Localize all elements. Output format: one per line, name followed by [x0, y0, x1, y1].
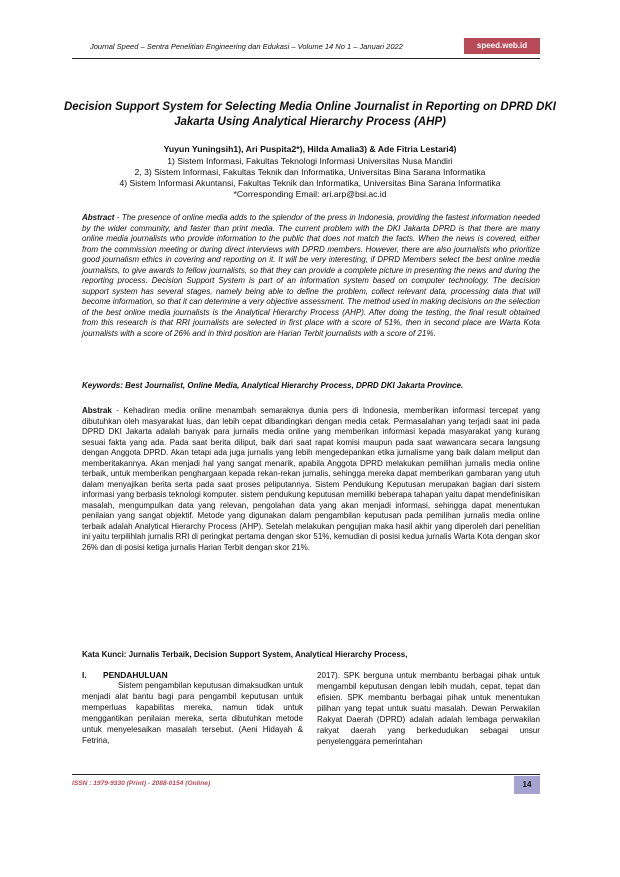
journal-running-title: Journal Speed – Sentra Penelitian Engineering dan Edukasi – Volume 14 No 1 – Januari 2022 — [90, 42, 403, 51]
author-list: Yuyun Yuningsih1), Ari Puspita2*), Hilda Amalia3) & Ade Fitria Lestari4) — [163, 144, 457, 154]
page-header — [72, 38, 540, 59]
keywords-english: Keywords: Best Journalist, Online Media, Analytical Hierarchy Process, DPRD DKI Jakarta Province. — [82, 381, 464, 390]
affiliations — [60, 156, 560, 200]
body-column-right: 2017). SPK berguna untuk membantu berbagai pihak untuk mengambil keputusan dengan lebih mudah, cepat, tepat dan efisien. SPK membantu berbagai pihak untuk menentukan pilihan yang tepat untuk suatu masalah. Dewan Perwakilan Rakyat Daerah (DPRD) adalah adalah lembaga perwakilan rakyat daerah yang berkedudukan sebagai unsur penyelenggara pemerintahan — [317, 671, 540, 746]
abstract-indonesian — [82, 406, 540, 553]
abstract-label: Abstract — [82, 213, 115, 222]
affiliation-3: 4) Sistem Informasi Akuntansi, Fakultas Teknik dan Informatika, Universitas Bina Sarana Informatika — [119, 178, 501, 188]
page-footer — [72, 774, 540, 795]
abstrak-label: Abstrak — [82, 406, 112, 415]
affiliation-1: 1) Sistem Informasi, Fakultas Teknologi Informasi Universitas Nusa Mandiri — [167, 156, 453, 166]
abstract-text: - The presence of online media adds to the splendor of the press in Indonesia, providing the fastest information needed by the wider community, and faster than print media. The current problem with the DKI Jakarta DPRD is that there are many online media journalists who provide information to the public that does not match the facts. When the news is covered, either from the commission meeting or during direct interviews with DPRD members. However, there are also journalists who prioritize good journalism ethics in covering and reporting on it. It will be very interesting, if DPRD Members select the best online media journalists, to give awards to fellow journalists, so that they can provide a complete picture in presenting the news and during the reporting process. Decision Support System is part of an information system based on computer technology. The decision support system has several stages, namely being able to define the problem, collect relevant data, processing data that will become information, so that it can determine a very objective assessment. The method used in making decisions on the selection of the best online media journalists is the Analytical Hierarchy Process (AHP). After doing the testing, the final result obtained from this research is that RRI journalists are selected in first place with a score of 51%, then in second place are Warta Kota journalists with a score of 26% and in third position are Harian Terbit journalists with a score of 21%. — [82, 213, 540, 338]
keywords-indonesian: Kata Kunci: Jurnalis Terbaik, Decision Support System, Analytical Hierarchy Process, — [82, 650, 408, 659]
corresponding-email: *Corresponding Email: ari.arp@bsi.ac.id — [233, 189, 387, 199]
paper-title: Decision Support System for Selecting Media Online Journalist in Reporting on DPRD DKI Jakarta Using Analytical Hierarchy Process (AHP) — [63, 101, 556, 128]
issn-text: ISSN : 1979-9330 (Print) - 2088-0154 (Online) — [72, 780, 211, 787]
abstrak-text: - Kehadiran media online menambah semaraknya dunia pers di Indonesia, memberikan informasi tercepat yang dibutuhkan oleh masyarakat luas, dan lebih cepat dibandingkan dengan media cetak. Permasalahan yang terjadi saat ini pada DPRD DKI Jakarta adalah banyak para jurnalis media online yang memberikan informasi kepada masyarakat yang kurang sesuai fakta yang ada. Pada saat berita diliput, baik dari saat rapat komisi maupun pada saat wawancara secara langsung dengan Anggota DPRD. Akan tetapi ada juga jurnalis yang lebih mengedepankan etika jurnalisme yang baik dalam meliput dan memberitakannya. Akan menjadi hal yang sangat menarik, apabila Anggota DPRD melakukan pemilihan jurnalis media online terbaik, untuk memberikan penghargaan kepada rekan-rekan jurnalis, sehingga mereka dapat memberikan gambaran yang utuh dalam menyajikan berita serta pada saat proses peliputannya. Sistem Pendukung Keputusan merupakan bagian dari sistem informasi yang berbasis teknologi komputer. sistem pendukung keputusan memiliki beberapa tahapan yaitu dapat mendefinisikan masalah, mengumpulkan data yang relevan, pengolahan data yang akan menjadi informasi, sehingga dapat menentukan penilaian yang sangat objektif. Metode yang digunakan dalam pengambilan keputusan pada pemilihan jurnalis media online terbaik adalah Analytical Hierarchy Process (AHP). Setelah melakukan pengujian maka hasil akhir yang diperoleh dari penelitian ini yaitu terpilihlah jurnalis RRI di peringkat pertama dengan skor 51%, kemudian di posisi kedua jurnalis Warta Kota dengan skor 26% dan di posisi ketiga jurnalis Harian Terbit dengan skor 21%. — [82, 406, 540, 552]
abstract-english — [82, 213, 540, 339]
section-title: PENDAHULUAN — [103, 670, 168, 680]
journal-site-badge[interactable]: speed.web.id — [464, 38, 540, 54]
body-column-left: Sistem pengambilan keputusan dimaksudkan untuk menjadi alat bantu bagi para pengambil keputusan untuk memperluas kapabilitas mereka, namun tidak untuk menggantikan penilaian mereka, serta dibutuhkan metode untuk menyelesaikan masalah tersebut. (Aeni Hidayah & Fetrina, — [82, 681, 303, 745]
section-number: I. — [82, 670, 87, 680]
page-number: 14 — [514, 776, 540, 794]
affiliation-2: 2, 3) Sistem Informasi, Fakultas Teknik dan Informatika, Universitas Bina Sarana Informatika — [134, 167, 486, 177]
